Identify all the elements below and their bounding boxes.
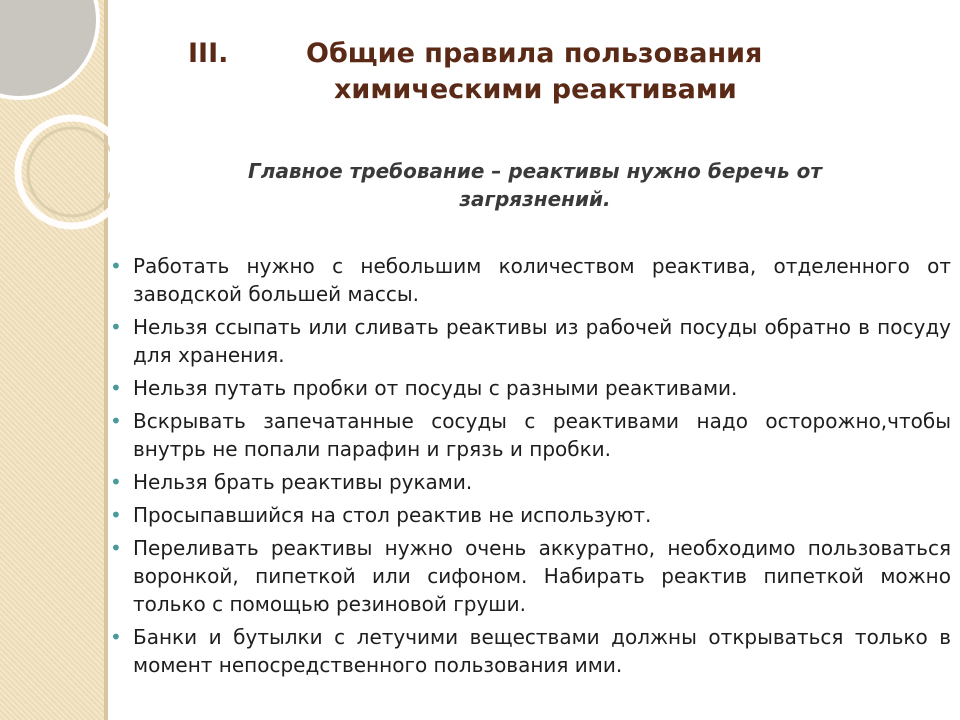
list-item [106, 623, 951, 679]
bullet-marker: • [110, 254, 122, 278]
list-item [106, 374, 951, 402]
list-item [106, 407, 951, 463]
bullet-text: Банки и бутылки с летучими веществами должны открываться только в момент непосредственного пользования ими. [133, 625, 951, 677]
decorative-rings [0, 0, 110, 240]
slide-subtitle: Главное требование – реактивы нужно беречь от загрязнений. [248, 159, 822, 211]
bullet-text: Вскрывать запечатанные сосуды с реактивами надо осторожно,чтобы внутрь не попали парафин и грязь и пробки. [133, 409, 951, 461]
bullet-text: Переливать реактивы нужно очень аккуратно, необходимо пользоваться воронкой, пипеткой или сифоном. Набирать реактив пипеткой можно только с помощью резиновой груши. [133, 536, 951, 616]
list-item [106, 252, 951, 308]
section-number: III. [188, 38, 229, 69]
bullet-text: Нельзя брать реактивы руками. [133, 470, 473, 494]
bullet-text: Работать нужно с небольшим количеством реактива, отделенного от заводской большей массы. [133, 254, 951, 306]
list-item [106, 534, 951, 618]
bullet-list [106, 252, 951, 684]
bullet-text: Нельзя путать пробки от посуды с разными реактивами. [133, 376, 738, 400]
bullet-text: Просыпавшийся на стол реактив не используют. [133, 503, 652, 527]
list-item [106, 313, 951, 369]
decorative-circle-top [0, 0, 98, 98]
bullet-marker: • [110, 315, 122, 339]
title-line-2: химическими реактивами [334, 74, 737, 105]
list-item [106, 501, 951, 529]
bullet-marker: • [110, 376, 122, 400]
decorative-ring-inner [28, 128, 110, 216]
bullet-marker: • [110, 536, 122, 560]
bullet-marker: • [110, 470, 122, 494]
list-item [106, 468, 951, 496]
bullet-marker: • [110, 503, 122, 527]
title-line-1: Общие правила пользования [306, 38, 763, 69]
bullet-text: Нельзя ссыпать или сливать реактивы из рабочей посуды обратно в посуду для хранения. [133, 315, 951, 367]
bullet-marker: • [110, 409, 122, 433]
bullet-marker: • [110, 625, 122, 649]
